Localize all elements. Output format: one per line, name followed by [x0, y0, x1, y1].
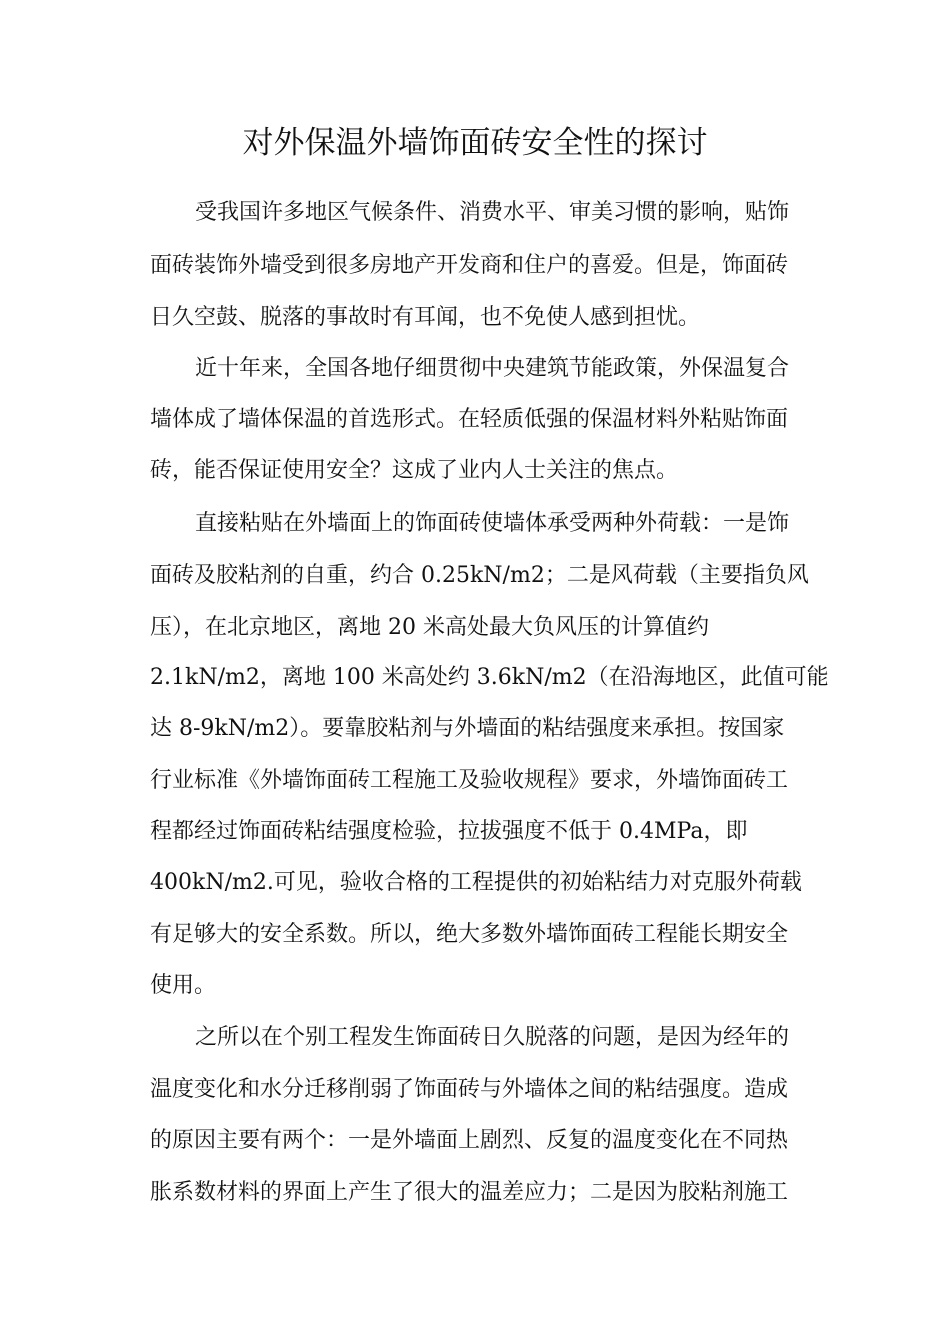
paragraph-3-line-5: 达 8-9kN/m2）。要靠胶粘剂与外墙面的粘结强度来承担。按国家 — [150, 716, 785, 741]
paragraph-1-line-3: 日久空鼓、脱落的事故时有耳闻，也不免使人感到担忧。 — [150, 305, 701, 330]
paragraph-3-line-6: 行业标准《外墙饰面砖工程施工及验收规程》要求，外墙饰面砖工 — [150, 768, 789, 793]
paragraph-3-line-3: 压），在北京地区，离地 20 米高处最大负风压的计算值约 — [150, 615, 709, 640]
paragraph-2-line-3: 砖，能否保证使用安全？这成了业内人士关注的焦点。 — [150, 458, 679, 483]
paragraph-4-line-2: 温度变化和水分迁移削弱了饰面砖与外墙体之间的粘结强度。造成 — [150, 1077, 789, 1102]
paragraph-3-line-1: 直接粘贴在外墙面上的饰面砖使墙体承受两种外荷载：一是饰 — [195, 511, 790, 536]
paragraph-3-line-4: 2.1kN/m2，离地 100 米高处约 3.6kN/m2（在沿海地区，此值可能 — [150, 665, 829, 690]
paragraph-2-line-1: 近十年来，全国各地仔细贯彻中央建筑节能政策，外保温复合 — [195, 356, 790, 381]
paragraph-4-line-4: 胀系数材料的界面上产生了很大的温差应力；二是因为胶粘剂施工 — [150, 1180, 789, 1205]
paragraph-3-line-2: 面砖及胶粘剂的自重，约合 0.25kN/m2；二是风荷载（主要指负风 — [150, 563, 809, 588]
paragraph-3-line-8: 400kN/m2.可见，验收合格的工程提供的初始粘结力对克服外荷载 — [150, 870, 802, 895]
paragraph-3-line-7: 程都经过饰面砖粘结强度检验，拉拔强度不低于 0.4MPa，即 — [150, 819, 748, 844]
paragraph-1-line-1: 受我国许多地区气候条件、消费水平、审美习惯的影响，贴饰 — [195, 200, 790, 225]
paragraph-3-line-9: 有足够大的安全系数。所以，绝大多数外墙饰面砖工程能长期安全 — [150, 922, 789, 947]
paragraph-3-line-10: 使用。 — [150, 973, 217, 998]
paragraph-4-line-3: 的原因主要有两个：一是外墙面上剧烈、反复的温度变化在不同热 — [150, 1128, 789, 1153]
paragraph-1-line-2: 面砖装饰外墙受到很多房地产开发商和住户的喜爱。但是，饰面砖 — [150, 253, 789, 278]
paragraph-2-line-2: 墙体成了墙体保温的首选形式。在轻质低强的保温材料外粘贴饰面 — [150, 407, 789, 432]
paragraph-4-line-1: 之所以在个别工程发生饰面砖日久脱落的问题，是因为经年的 — [195, 1025, 790, 1050]
document-title: 对外保温外墙饰面砖安全性的探讨 — [242, 125, 708, 161]
